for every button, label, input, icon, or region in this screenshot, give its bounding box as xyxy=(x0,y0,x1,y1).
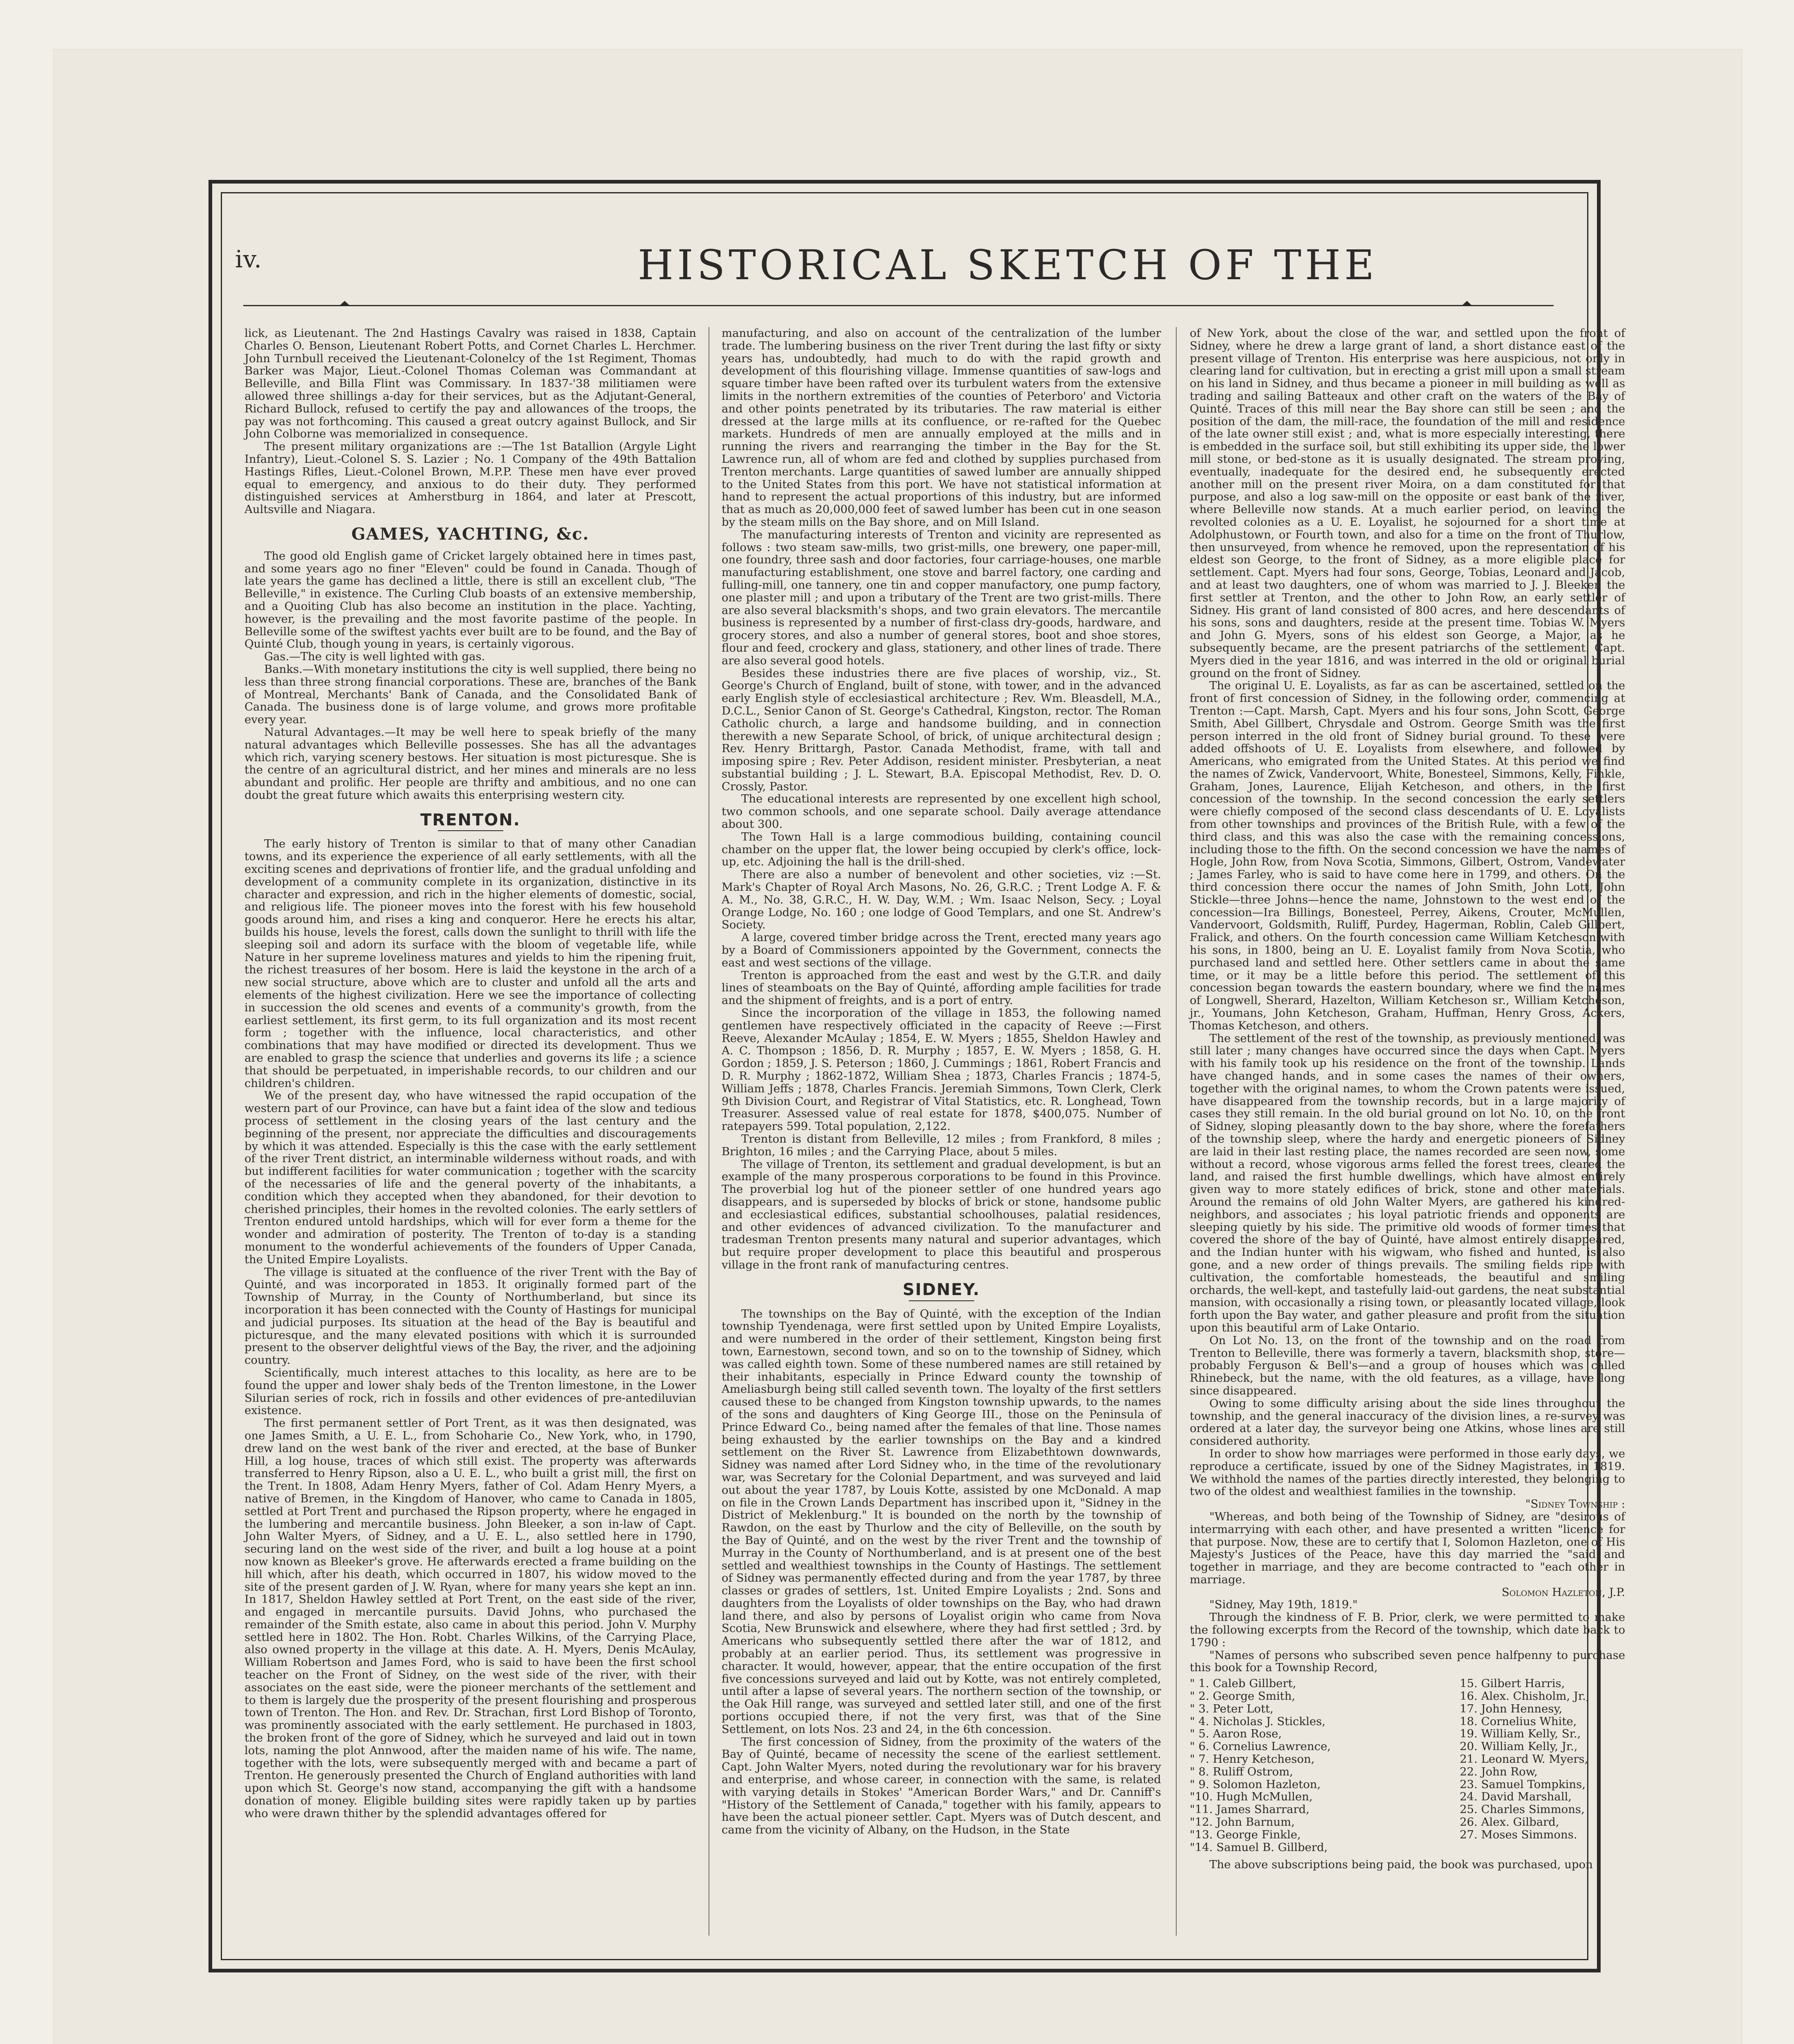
paragraph: The first permanent settler of Port Trent, as it was then designated, was one James Smith, a U. E. L., from Schoharie Co., New York, who, in 1790, drew land on the west bank of the river and erected, at the base of Bunker Hill, a log house, traces of which still exist. The property was afterwards transferred to Henry Ripson, also a U. E. L., who built a grist mill, the first on the Trent. In 1808, Adam Henry Myers, father of Col. Adam Henry Myers, a native of Bremen, in the Kingdom of Hanover, who came to Canada in 1805, settled at Port Trent and purchased the Ripson property, where he engaged in the lumbering and mercantile business. John Bleeker, a son in-law of Capt. John Walter Myers, of Sidney, and a U. E. L., also settled here in 1790, securing land on the west side of the river, and built a log house at a point now known as Bleeker's grove. He afterwards erected a frame building on the hill which, after his death, which occurred in 1807, his widow moved to the site of the present garden of J. W. Ryan, where for many years she kept an inn. In 1817, Sheldon Hawley settled at Port Trent, on the east side of the river, and engaged in mercantile pursuits. David Johns, who purchased the remainder of the Smith estate, also came in about this period. John V. Murphy settled here in 1802. The Hon. Robt. Charles Wilkins, of the Carrying Place, also owned property in the village at this date. A. H. Myers, Denis McAulay, William Robertson and James Ford, who is said to have been the first school teacher on the Front of Sidney, on the west side of the river, with their associates on the east side, were the pioneer merchants of the settlement and to them is largely due the prosperity of the present flourishing and prosperous town of Trenton. The Hon. and Rev. Dr. Strachan, first Lord Bishop of Toronto, was prominently associated with the early settlement. He purchased in 1803, the broken front of the gore of Sidney, which he surveyed and laid out in town lots, naming the plot Annwood, after the maiden name of his wife. The name, together with the lots, were subsequently merged with and became a part of Trenton. He generously presented the Church of England authorities with land upon which St. George's now stand, accompanying the gift with a handsome donation of money. Eligible building sites were rapidly taken up by parties who were drawn thither by the splendid advantages offered for xyxy=(244,1416,696,1820)
list-item: 19. William Kelly, Sr., xyxy=(1460,1727,1581,1741)
paragraph: Natural Advantages.—It may be well here to speak briefly of the many natural advantages which Belleville possesses. She has all the advantages which rich, varying scenery bestows. Her situation is most picturesque. She is the centre of an agricultural district, and her mines and minerals are no less abundant and prolific. Her people are thrifty and ambitious, and no one can doubt the great future which awaits this enterprising western city. xyxy=(244,725,696,802)
header-rule xyxy=(243,305,1554,306)
paragraph: lick, as Lieutenant. The 2nd Hastings Cavalry was raised in 1838, Captain Charles O. Benson, Lieutenant Robert Potts, and Cornet Charles L. Herchmer. John Turnbull received the Lieutenant-Colonelcy of the 1st Regiment, Thomas Barker was Major, Lieut.-Colonel Thomas Coleman was Commandant at Belleville, and Billa Flint was Commissary. In 1837-'38 militiamen were allowed three shillings a-day for their services, but as the Adjutant-General, Richard Bullock, refused to certify the pay and allowances of the troops, the pay was not forthcoming. This caused a great outcry against Bullock, and Sir John Colborne was memorialized in consequence. xyxy=(244,327,696,441)
list-item: " 1. Caleb Gillbert, xyxy=(1190,1677,1296,1690)
list-item: "14. Samuel B. Gillberd, xyxy=(1190,1840,1328,1854)
paragraph: Scientifically, much interest attaches to this locality, as here are to be found the upper and lower shaly beds of the Trenton limestone, in the Lower Silurian series of rock, rich in fossils and other evidences of pre-antediluvian existence. xyxy=(244,1366,696,1417)
paragraph: The present military organizations are :—The 1st Batallion (Argyle Light Infantry), Lieut.-Colonel S. S. Lazier ; No. 1 Company of the 49th Battalion Hastings Rifles, Lieut.-Colonel Brown, M.P.P. These men have ever proved equal to emergency, and anxious to do their duty. They performed distinguished services at Amherstburg in 1864, and later at Prescott, Aultsville and Niagara. xyxy=(244,440,696,516)
subscriber-list-left xyxy=(1190,1677,1429,1853)
list-item: " 4. Nicholas J. Stickles, xyxy=(1190,1715,1325,1728)
list-item: " 5. Aaron Rose, xyxy=(1190,1727,1282,1741)
paragraph: Since the incorporation of the village in 1853, the following named gentlemen have respectively officiated in the capacity of Reeve :—First Reeve, Alexander McAulay ; 1854, E. W. Myers ; 1855, Sheldon Hawley and A. C. Thompson ; 1856, D. R. Murphy ; 1857, E. W. Myers ; 1858, G. H. Gordon ; 1859, J. S. Peterson ; 1860, J. Cummings ; 1861, Robert Francis and D. R. Murphy ; 1862-1872, William Shea ; 1873, Charles Francis ; 1874-5, William Jeffs ; 1878, Charles Francis. Jeremiah Simmons, Town Clerk, Clerk 9th Division Court, and Registrar of Vital Statistics, etc. R. Longhead, Town Treasurer. Assessed value of real estate for 1878, $400,075. Number of ratepayers 599. Total population, 2,122. xyxy=(722,1006,1161,1133)
list-item: "12. John Barnum, xyxy=(1190,1815,1295,1829)
paragraph: Trenton is approached from the east and west by the G.T.R. and daily lines of steamboats on the Bay of Quinté, affording ample facilities for trade and the shipment of freights, and is a port of entry. xyxy=(722,968,1161,1007)
column-divider xyxy=(1176,327,1177,1936)
paragraph: Owing to some difficulty arising about the side lines throughout the township, and the general inaccuracy of the division lines, a re-survey was ordered at a later day, the surveyor being one Atkins, whose lines are still considered authority. xyxy=(1190,1396,1625,1448)
paragraph: There are also a number of benevolent and other societies, viz :—St. Mark's Chapter of Royal Arch Masons, No. 26, G.R.C. ; Trent Lodge A. F. & A. M., No. 38, G.R.C., H. W. Day, W.M. ; Wm. Isaac Nelson, Secy. ; Loyal Orange Lodge, No. 160 ; one lodge of Good Templars, and one St. Andrew's Society. xyxy=(722,868,1161,932)
paragraph: The Town Hall is a large commodious building, containing council chamber on the upper flat, the lower being occupied by clerk's office, lock-up, etc. Adjoining the hall is the drill-shed. xyxy=(722,830,1161,869)
list-item: "10. Hugh McMullen, xyxy=(1190,1790,1313,1804)
closing-line: The above subscriptions being paid, the book was purchased, upon xyxy=(1209,1858,1593,1871)
list-item: " 7. Henry Ketcheson, xyxy=(1190,1753,1315,1766)
section-heading-trenton: TRENTON. xyxy=(420,810,520,829)
list-item: 27. Moses Simmons. xyxy=(1460,1828,1577,1841)
list-item: 26. Alex. Gilbard, xyxy=(1460,1815,1559,1829)
page-number: iv. xyxy=(235,245,262,273)
list-item: " 3. Peter Lott, xyxy=(1190,1702,1274,1715)
paragraph: The early history of Trenton is similar to that of many other Canadian towns, and its experience the experience of all early settlements, with all the exciting scenes and deprivations of frontier life, and the gradual unfolding and development of a community complete in its organization, distinctive in its character and expression, and rich in the higher elements of domestic, social, and religious life. The pioneer moves into the forest with his few household goods around him, and rises a king and conqueror. Here he erects his altar, builds his house, levels the forest, calls down the sunlight to thrill with life the sleeping soil and adorn its surface with the bloom of vegetable life, while Nature in her supreme loveliness matures and yields to him the ripening fruit, the richest treasures of her bosom. Here is laid the keystone in the arch of a new social structure, above which are to cluster and unfold all the arts and elements of the highest civilization. Here we see the importance of collecting in succession the old scenes and events of a community's growth, from the earliest settlement, its first germ, to its full organization and its most recent form ; together with the influence, local characteristics, and other combinations that may have modified or directed its development. Thus we are enabled to grasp the science that underlies and governs its life ; a science that should be perpetuated, in imperishable records, to our children and our children's children. xyxy=(244,837,696,1090)
paragraph: Besides these industries there are five places of worship, viz., St. George's Church of England, built of stone, with tower, and in the advanced early English style of ecclesiastical architecture ; Rev. Wm. Bleasdell, M.A., D.C.L., Senior Canon of St. George's Cathedral, Kingston, rector. The Roman Catholic church, a large and handsome building, and in connection therewith a new Separate School, of brick, of unique architectural design ; Rev. Henry Brittargh, Pastor. Canada Methodist, frame, with tall and imposing spire ; Rev. Peter Addison, resident minister. Presbyterian, a neat substantial building ; J. L. Stewart, B.A. Episcopal Methodist, Rev. D. O. Crossly, Pastor. xyxy=(722,666,1161,793)
paragraph: Through the kindness of F. B. Prior, clerk, we were permitted to make the following excerpts from the Record of the township, which date back to 1790 : xyxy=(1190,1611,1625,1649)
subscription-intro: "Names of persons who subscribed seven pence halfpenny to purchase this book for a Township Record, xyxy=(1190,1648,1625,1674)
paragraph: A large, covered timber bridge across the Trent, erected many years ago by a Board of Commissioners appointed by the Government, connects the east and west sections of the village. xyxy=(722,931,1161,969)
list-item: "13. George Finkle, xyxy=(1190,1828,1301,1841)
paragraph: The first concession of Sidney, from the proximity of the waters of the Bay of Quinté, became of necessity the scene of the earliest settlement. Capt. John Walter Myers, noted during the revolutionary war for his bravery and enterprise, and whose career, in connection with the same, is related with varying details in Stokes' "American Border Wars," and Dr. Canniff's "History of the Settlement of Canada," together with his family, appears to have been the actual pioneer settler. Capt. Myers was of Dutch descent, and came from the vicinity of Albany, on the Hudson, in the State xyxy=(722,1735,1161,1837)
list-item: 20. William Kelly, Jr., xyxy=(1460,1740,1578,1753)
paragraph: In order to show how marriages were performed in those early days, we reproduce a certificate, issued by one of the Sidney Magistrates, in 1819. We withhold the names of the parties directly interested, they belonging to two of the oldest and wealthiest families in the township. xyxy=(1190,1447,1625,1498)
section-heading-sidney: SIDNEY. xyxy=(902,1280,980,1299)
text-column-left xyxy=(244,327,696,1820)
list-item: 17. John Hennesy, xyxy=(1460,1702,1563,1715)
paragraph: The village is situated at the confluence of the river Trent with the Bay of Quinté, and was incorporated in 1853. It originally formed part of the Township of Murray, in the County of Northumberland, but since its incorporation it has been connected with the County of Hastings for municipal and judicial purposes. Its situation at the head of the Bay is beautiful and picturesque, and the many elevated positions with which it is surrounded present to the observer delightful views of the Bay, the river, and the adjoining country. xyxy=(244,1265,696,1367)
list-item: 15. Gilbert Harris, xyxy=(1460,1677,1565,1690)
text-column-right xyxy=(1190,327,1625,1871)
list-item: 23. Samuel Tompkins, xyxy=(1460,1777,1586,1791)
heading-underline xyxy=(909,1300,974,1301)
list-item: "11. James Sharrard, xyxy=(1190,1803,1310,1816)
paragraph: The good old English game of Cricket largely obtained here in times past, and some years ago no finer "Eleven" could be found in Canada. Though of late years the game has declined a little, there is still an excellent club, "The Belleville," in existence. The Curling Club boasts of an extensive membership, and a Quoiting Club has also become an institution in the place. Yachting, however, is the prevailing and the most favorite pastime of the people. In Belleville some of the swiftest yachts ever built are to be found, and the Bay of Quinté Club, though young in years, is certainly vigorous. xyxy=(244,549,696,651)
text-column-middle xyxy=(722,327,1161,1836)
paragraph: The manufacturing interests of Trenton and vicinity are represented as follows : two steam saw-mills, two grist-mills, one brewery, one paper-mill, one foundry, three sash and door factories, four carriage-houses, one marble manufacturing establishment, one stove and barrel factory, one carding and fulling-mill, one tannery, one tin and copper manufactory, one pump factory, one plaster mill ; and upon a tributary of the Trent are two grist-mills. There are also several blacksmith's shops, and two grain elevators. The mercantile business is represented by a number of first-class dry-goods, hardware, and grocery stores, and also a number of general stores, boot and shoe stores, flour and feed, crockery and glass, stationery, and other lines of trade. There are also several good hotels. xyxy=(722,528,1161,667)
list-item: " 8. Ruliff Ostrom, xyxy=(1190,1765,1293,1778)
list-item: 24. David Marshall, xyxy=(1460,1790,1572,1804)
paragraph: of New York, about the close of the war, and settled upon the front of Sidney, where he drew a large grant of land, a short distance east of the present village of Trenton. His enterprise was here auspicious, not only in clearing land for cultivation, but in erecting a grist mill upon a small stream on his land in Sidney, and thus became a pioneer in mill building as well as trading and sailing Batteaux and other craft on the waters of the Bay of Quinté. Traces of this mill near the Bay shore can still be seen ; and the position of the dam, the mill-race, the foundation of the mill and residence of the late owner still exist ; and, what is more especially interesting, there is embedded in the surface soil, but still exhibiting its upper side, the lower mill stone, or bed-stone as it is usually designated. The stream proving, eventually, inadequate for the desired end, he subsequently erected another mill on the present river Moira, on a dam constituted for that purpose, and also a log saw-mill on the opposite or east bank of the river, where Belleville now stands. At a much earlier period, on leaving the revolted colonies as a U. E. Loyalist, he sojourned for a short time at Adolphustown, or Fourth town, and also for a time on the front of Thurlow, then unsurveyed, from whence he removed, upon the representation of his eldest son George, to the front of Sidney, as a more eligible place for settlement. Capt. Myers had four sons, George, Tobias, Leonard and Jacob, and at least two daughters, one of whom was married to J. J. Bleeker, the first settler at Trenton, and the other to John Row, an early settler of Sidney. His grant of land consisted of 800 acres, and here descendants of his sons, sons and daughters, reside at the present time. Tobias W. Myers and John G. Myers, sons of his eldest son George, a Major, as he subsequently became, are the present patriarchs of the settlement. Capt. Myers died in the year 1816, and was interred in the old or original burial ground on the front of Sidney. xyxy=(1190,327,1625,680)
list-item: " 2. George Smith, xyxy=(1190,1690,1296,1703)
heading-underline xyxy=(438,830,503,831)
paragraph: The educational interests are represented by one excellent high school, two common schools, and one separate school. Daily average attendance about 300. xyxy=(722,792,1161,831)
certificate-date: "Sidney, May 19th, 1819." xyxy=(1209,1598,1358,1611)
list-item: 16. Alex. Chisholm, Jr., xyxy=(1460,1690,1590,1703)
page-title: HISTORICAL SKETCH OF THE xyxy=(638,241,1378,289)
list-item: 25. Charles Simmons, xyxy=(1460,1803,1585,1816)
certificate-signature: Solomon Hazleton, J.P. xyxy=(1501,1585,1625,1599)
certificate-heading: "Sidney Township : xyxy=(1525,1497,1625,1511)
list-item: " 9. Solomon Hazleton, xyxy=(1190,1777,1321,1791)
list-item: 18. Cornelius White, xyxy=(1460,1715,1577,1728)
paragraph: Trenton is distant from Belleville, 12 miles ; from Frankford, 8 miles ; Brighton, 16 miles ; and the Carrying Place, about 5 miles. xyxy=(722,1132,1161,1158)
section-heading-games: GAMES, YACHTING, &c. xyxy=(351,524,590,544)
paragraph: We of the present day, who have witnessed the rapid occupation of the western part of our Province, can have but a faint idea of the slow and tedious process of settlement in the closing years of the last century and the beginning of the present, nor appreciate the difficulties and discouragements by which it was attended. Especially is this the case with the early settlement of the river Trent district, an interminable wilderness without roads, and with but indifferent facilities for water communication ; together with the scarcity of the necessaries of life and the general poverty of the inhabitants, a condition which they accepted when they abandoned, for their devotion to cherished principles, their homes in the revolted colonies. The early settlers of Trenton endured untold hardships, which will for ever form a theme for the wonder and admiration of posterity. The Trenton of to-day is a standing monument to the wonderful achievements of the founders of Upper Canada, the United Empire Loyalists. xyxy=(244,1089,696,1266)
paragraph: On Lot No. 13, on the front of the township and on the road from Trenton to Belleville, there was formerly a tavern, blacksmith shop, store—probably Ferguson & Bell's—and a group of houses which was called Rhinebeck, but the name, with the old features, as a village, have long since disappeared. xyxy=(1190,1334,1625,1397)
list-item: " 6. Cornelius Lawrence, xyxy=(1190,1740,1331,1753)
paragraph: The settlement of the rest of the township, as previously mentioned, was still later ; many changes have occurred since the days when Capt. Myers with his family took up his residence on the front of the township. Lands have changed hands, and in some cases the names of their owners, together with the original names, to whom the Crown patents were issued, have disappeared from the township records, but in a large majority of cases they still remain. In the old burial ground on lot No. 10, on the front of Sidney, sloping pleasantly down to the bay shore, where the forefathers of the township sleep, where the hardy and energetic pioneers of Sidney are laid in their last resting place, the names recorded are seen now, some without a record, whose vigorous arms felled the forest trees, cleared the land, and raised the first humble dwellings, which have almost entirely given way to more stately edifices of brick, stone and other materials. Around the remains of old John Walter Myers, are gathered his kindred-neighbors, and associates ; his loyal patriotic friends and opponents are sleeping quietly by his side. The primitive old woods of former times that covered the shore of the bay of Quinté, have almost entirely disappeared, and the Indian hunter with his wigwam, who fished and hunted, is also gone, and a new order of things prevails. The smiling fields ripe with cultivation, the comfortable homesteads, the beautiful and smiling orchards, the well-kept, and tastefully laid-out gardens, the neat substantial mansion, with occasionally a rising town, or pleasantly located village, look forth upon the Bay water, and gather pleasure and profit from the situation upon this beautiful arm of Lake Ontario. xyxy=(1190,1031,1625,1334)
paragraph: The townships on the Bay of Quinté, with the exception of the Indian township Tyendenaga, were first settled upon by United Empire Loyalists, and were numbered in the order of their settlement, Kingston being first town, Earnestown, second town, and so on to the township of Sidney, which was called eighth town. Some of these numbered names are still retained by their inhabitants, especially in Prince Edward county the township of Ameliasburgh being still called seventh town. The loyalty of the first settlers caused these to be changed from Kingston township upwards, to the names of the sons and daughters of King George III., those on the Peninsula of Prince Edward Co., being named after the females of that line. Those names being exhausted by the earlier townships on the Bay and a kindred settlement on the River St. Lawrence from Elizabethtown downwards, Sidney was named after Lord Sidney who, in the time of the revolutionary war, was Secretary for the Colonial Department, and was surveyed and laid out about the year 1787, by Louis Kotte, assisted by one McDonald. A map on file in the Crown Lands Department has inscribed upon it, "Sidney in the District of Meklenburg." It is bounded on the north by the township of Rawdon, on the east by Thurlow and the city of Belleville, on the south by the Bay of Quinté, and on the west by the river Trent and the township of Murray in the County of Northumberland, and is at present one of the best settled and wealthiest townships in the County of Hastings. The settlement of Sidney was permanently effected during and from the year 1787, by three classes or grades of settlers, 1st. United Empire Loyalists ; 2nd. Sons and daughters from the Loyalists of older townships on the Bay, who had drawn land there, and also by persons of Loyalist origin who came from Nova Scotia, New Brunswick and elsewhere, where they had first settled ; 3rd. by Americans who subsequently settled there after the war of 1812, and probably at an earlier period. Thus, its settlement was progressive in character. It would, however, appear, that the entire occupation of the first five concessions surveyed and laid out by Kotte, was not entirely completed, until after a lapse of several years. The northern section of the township, or the Oak Hill range, was surveyed and settled later still, and one of the first portions occupied there, if not the very first, was that of the Sine Settlement, on lots Nos. 23 and 24, in the 6th concession. xyxy=(722,1307,1161,1736)
list-item: 22. John Row, xyxy=(1460,1765,1538,1778)
paragraph: The village of Trenton, its settlement and gradual development, is but an example of the many prosperous corporations to be found in this Province. The proverbial log hut of the pioneer settler of one hundred years ago disappears, and is superseded by blocks of brick or stone, handsome public and ecclesiastical edifices, substantial schoolhouses, palatial residences, and other evidences of advanced civilization. To the manufacturer and tradesman Trenton presents many natural and superior advantages, which but require proper development to place this beautiful and prosperous village in the front rank of manufacturing centres. xyxy=(722,1157,1161,1271)
list-item: 21. Leonard W. Myers, xyxy=(1460,1753,1588,1766)
paragraph: The original U. E. Loyalists, as far as can be ascertained, settled on the front of first concession of Sidney, in the following order, commencing at Trenton :—Capt. Marsh, Capt. Myers and his four sons, John Scott, George Smith, Abel Gillbert, Chrysdale and Ostrom. George Smith was the first person interred in the old front of Sidney burial ground. To these were added offshoots of U. E. Loyalists from elsewhere, and followed by Americans, who emigrated from the United States. At this period we find the names of Zwick, Vandervoort, White, Bonesteel, Simmons, Kelly, Finkle, Graham, Jones, Laurence, Elijah Ketcheson, and others, in the first concession of the township. In the second concession the early settlers were chiefly composed of the second class descendants of U. E. Loyalists from other townships and provinces of the British Rule, with a few of the third class, and this was also the case with the remaining concessions, including those to the fifth. On the second concession we have the names of Hogle, John Row, from Nova Scotia, Simmons, Gilbert, Ostrom, Vandewater ; James Farley, who is said to have come here in 1799, and others. On the third concession there occur the names of John Smith, John Lott, John Stickle—three Johns—hence the name, Johnstown to the west end of the concession—Ira Billings, Bonesteel, Perrey, Aikens, Crouter, McMullen, Vandervoort, Goldsmith, Ruliff, Purdey, Hagerman, Roblin, Caleb Gillbert, Fralick, and others. On the fourth concession came William Ketcheson with his sons, in 1800, being an U. E. Loyalist family from Nova Scotia, who purchased land and settled here. Other settlers came in about the same time, or it may be a little before this period. The settlement of this concession began towards the eastern boundary, where we find the names of Longwell, Sherard, Hazelton, William Ketcheson sr., William Ketcheson, jr., Youmans, John Ketcheson, Graham, Huffman, Henry Gross, Ackers, Thomas Ketcheson, and others. xyxy=(1190,679,1625,1032)
paragraph: Banks.—With monetary institutions the city is well supplied, there being no less than three strong financial corporations. These are, branches of the Bank of Montreal, Merchants' Bank of Canada, and the Consolidated Bank of Canada. The business done is of large volume, and grows more profitable every year. xyxy=(244,662,696,726)
paragraph: Gas.—The city is well lighted with gas. xyxy=(264,650,485,663)
subscriber-list-right xyxy=(1460,1677,1625,1853)
subscriber-list xyxy=(1190,1677,1625,1853)
paragraph: manufacturing, and also on account of the centralization of the lumber trade. The lumbering business on the river Trent during the last fifty or sixty years has, undoubtedly, had much to do with the rapid growth and development of this flourishing village. Immense quantities of saw-logs and square timber have been rafted over its turbulent waters from the extensive limits in the northern extremities of the counties of Peterboro' and Victoria and other points penetrated by its tributaries. The raw material is either dressed at the large mills at its confluence, or re-rafted for the Quebec markets. Hundreds of men are annually employed at the mills and in running the rivers and rearranging the timber in the Bay for the St. Lawrence run, all of whom are fed and clothed by supplies purchased from Trenton merchants. Large quantities of sawed lumber are annually shipped to the United States from this port. We have not statistical information at hand to represent the actual proportions of this industry, but are informed that as much as 20,000,000 feet of sawed lumber has been cut in one season by the steam mills on the Bay shore, and on Mill Island. xyxy=(722,327,1161,529)
certificate-body: "Whereas, and both being of the Township of Sidney, are "desirous of intermarrying with each other, and have presented a written "licence for that purpose. Now, these are to certify that I, Solomon Hazleton, one of His Majesty's Justices of the Peace, have this day married the "said and together in marriage, and they are become contracted to "each other in marriage. xyxy=(1190,1510,1625,1586)
